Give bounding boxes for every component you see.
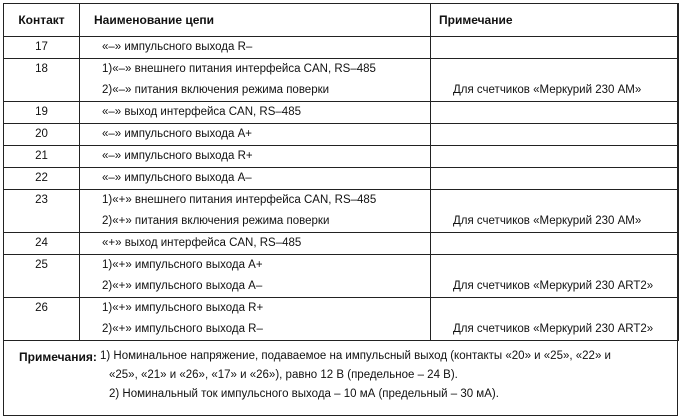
- table-body: [4, 37, 679, 341]
- table-row: [4, 124, 679, 146]
- circuit-name-line: 2)«+» импульсного выхода А–: [102, 280, 263, 292]
- circuit-name-line: 2)«+» импульсного выхода R–: [102, 323, 263, 335]
- contact-number: 25: [4, 255, 80, 298]
- header-contact: Контакт: [4, 4, 80, 37]
- note-text: [453, 168, 678, 189]
- table-row: [4, 59, 679, 102]
- contact-table: [3, 3, 679, 341]
- note-text: Для счетчиков «Меркурий 230 АМ»: [453, 84, 642, 96]
- note-cell: [431, 298, 679, 341]
- circuit-name-line: 1)«+» внешнего питания интерфейса CAN, RS–485: [102, 194, 377, 206]
- note-cell: [431, 168, 679, 190]
- note-text: [453, 233, 678, 254]
- circuit-name-cell: [80, 102, 431, 124]
- note-cell: [431, 59, 679, 102]
- note-text: [453, 124, 678, 145]
- table-row: [4, 233, 679, 255]
- circuit-name-cell: [80, 190, 431, 233]
- contact-number: 24: [4, 233, 80, 255]
- circuit-name-line: «–» импульсного выхода R–: [102, 41, 253, 53]
- circuit-name-cell: [80, 168, 431, 190]
- contact-number: 23: [4, 190, 80, 233]
- table-header-row: [4, 4, 679, 37]
- table-row: [4, 168, 679, 190]
- circuit-name-line: 2)«+» питания включения режима поверки: [102, 215, 330, 227]
- circuit-name-cell: [80, 59, 431, 102]
- circuit-name-line: 1)«–» внешнего питания интерфейса CAN, RS–485: [102, 63, 376, 75]
- note-cell: [431, 146, 679, 168]
- table-row: [4, 255, 679, 298]
- circuit-name-cell: [80, 255, 431, 298]
- contact-number: 17: [4, 37, 80, 59]
- contact-table-document: [3, 3, 678, 416]
- note-cell: [431, 102, 679, 124]
- header-circuit-name: Наименование цепи: [80, 4, 431, 37]
- notes-label: Примечания:: [19, 350, 97, 364]
- circuit-name-line: 1)«+» импульсного выхода А+: [102, 259, 263, 271]
- circuit-name-line: «–» импульсного выхода R+: [102, 150, 253, 162]
- circuit-name-line: «–» импульсного выхода А–: [102, 172, 252, 184]
- circuit-name-line: «+» выход интерфейса CAN, RS–485: [102, 237, 302, 249]
- circuit-name-line: «–» импульсного выхода А+: [102, 128, 252, 140]
- contact-number: 22: [4, 168, 80, 190]
- circuit-name-cell: [80, 37, 431, 59]
- notes-line-2: «25», «21» и «26», «17» и «26»), равно 12 В (предельное – 24 В).: [109, 369, 458, 381]
- note-cell: [431, 37, 679, 59]
- note-text: [453, 102, 678, 123]
- circuit-name-cell: [80, 124, 431, 146]
- notes-block: [4, 343, 677, 415]
- note-text: Для счетчиков «Меркурий 230 АМ»: [453, 215, 642, 227]
- table-row: [4, 37, 679, 59]
- table-row: [4, 146, 679, 168]
- contact-number: 18: [4, 59, 80, 102]
- note-cell: [431, 124, 679, 146]
- circuit-name-cell: [80, 233, 431, 255]
- contact-number: 21: [4, 146, 80, 168]
- contact-number: 19: [4, 102, 80, 124]
- notes-line-1: 1) Номинальное напряжение, подаваемое на импульсный выход (контакты «20» и «25», «22» и: [100, 350, 611, 362]
- circuit-name-line: 2)«–» питания включения режима поверки: [102, 84, 330, 96]
- note-cell: [431, 233, 679, 255]
- circuit-name-line: 1)«+» импульсного выхода R+: [102, 302, 264, 314]
- table-row: [4, 298, 679, 341]
- circuit-name-cell: [80, 298, 431, 341]
- notes-line-3: 2) Номинальный ток импульсного выхода – 10 мА (предельный – 30 мА).: [109, 388, 499, 400]
- table-row: [4, 190, 679, 233]
- header-note: Примечание: [431, 4, 679, 37]
- contact-number: 20: [4, 124, 80, 146]
- table-row: [4, 102, 679, 124]
- note-text: Для счетчиков «Меркурий 230 ART2»: [453, 323, 654, 335]
- circuit-name-cell: [80, 146, 431, 168]
- contact-number: 26: [4, 298, 80, 341]
- note-text: [453, 37, 678, 58]
- note-text: [453, 146, 678, 167]
- circuit-name-line: «–» выход интерфейса CAN, RS–485: [102, 106, 301, 118]
- note-cell: [431, 255, 679, 298]
- note-cell: [431, 190, 679, 233]
- note-text: Для счетчиков «Меркурий 230 ART2»: [453, 280, 654, 292]
